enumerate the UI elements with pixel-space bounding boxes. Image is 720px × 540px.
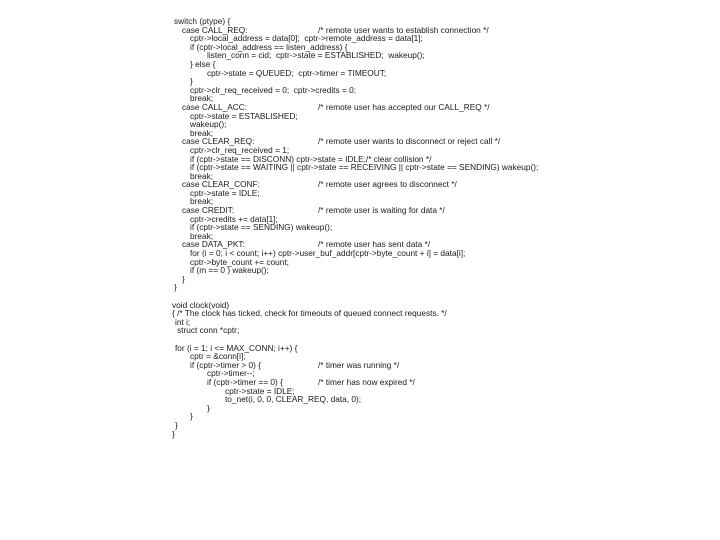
code-line xyxy=(0,395,720,404)
code-text: if (cptr->state == SENDING) wakeup(); xyxy=(190,222,333,233)
code-text: if (cptr->timer == 0) { xyxy=(207,376,283,387)
code-line xyxy=(0,206,720,215)
code-text: void clock(void) xyxy=(172,299,230,310)
code-text: break; xyxy=(190,170,214,181)
code-line xyxy=(0,103,720,112)
code-text: case CALL_ACC: xyxy=(182,101,248,112)
code-line xyxy=(0,120,720,129)
code-text: break; xyxy=(190,127,214,138)
code-text: cptr->credits += data[1]; xyxy=(190,213,278,224)
code-text: { /* The clock has ticked, check for timeouts of queued connect requests. */ xyxy=(172,308,447,319)
code-line xyxy=(0,34,720,43)
code-comment: /* remote user wants to establish connection */ xyxy=(318,24,489,35)
code-text: switch (ptype) { xyxy=(174,16,231,26)
code-line xyxy=(0,51,720,60)
code-line xyxy=(0,77,720,86)
code-line xyxy=(0,86,720,95)
code-text: cptr->local_address = data[0]; cptr->remote_address = data[1]; xyxy=(190,33,423,44)
code-text: case CLEAR_REQ: xyxy=(182,136,255,147)
code-text: cptr->state = ESTABLISHED; xyxy=(190,110,298,121)
code-text: case CLEAR_CONF: xyxy=(182,179,260,190)
code-text: case DATA_PKT: xyxy=(182,239,245,250)
code-text: } xyxy=(175,419,178,430)
code-text: if (cptr->timer > 0) { xyxy=(190,359,262,370)
code-line xyxy=(0,430,720,439)
code-line xyxy=(0,258,720,267)
code-text: if (cptr->local_address == listen_address) { xyxy=(190,41,348,52)
code-text: } else { xyxy=(190,58,216,69)
code-text: } xyxy=(207,402,210,413)
code-comment: /* remote user wants to disconnect or reject call */ xyxy=(318,136,501,147)
code-comment: /* remote user has sent data */ xyxy=(318,239,431,250)
code-line xyxy=(0,404,720,413)
code-comment: /* timer was running */ xyxy=(318,359,400,370)
code-text: if (cptr->state == WAITING || cptr->state == RECEIVING || cptr->state == SENDING) wakeup(); xyxy=(190,162,539,173)
code-line xyxy=(0,283,720,292)
code-line xyxy=(0,223,720,232)
code-text: } xyxy=(190,411,193,422)
code-comment: /* remote user has accepted our CALL_REQ */ xyxy=(318,101,490,112)
code-line xyxy=(0,163,720,172)
code-line xyxy=(0,292,720,301)
code-text: wakeup(); xyxy=(190,119,227,130)
code-line xyxy=(0,137,720,146)
code-line xyxy=(0,180,720,189)
code-text: cptr->byte_count += count; xyxy=(190,256,289,267)
code-text: for (i = 1; i <= MAX_CONN; i++) { xyxy=(175,342,298,353)
code-comment: /* timer has now expired */ xyxy=(318,376,415,387)
code-line xyxy=(0,318,720,327)
code-text: cptr->clr_req_received = 1; xyxy=(190,144,290,155)
code-text: listen_conn = cid; cptr->state = ESTABLISHED; wakeup(); xyxy=(207,50,425,61)
code-line xyxy=(0,249,720,258)
code-text: if (cptr->state == DISCONN) cptr->state = IDLE;/* clear collision */ xyxy=(190,153,432,164)
code-text: cptr->state = IDLE; xyxy=(225,385,295,396)
code-text: cptr->timer--; xyxy=(207,368,255,379)
code-text: to_net(i, 0, 0, CLEAR_REQ, data, 0); xyxy=(225,394,362,405)
code-text: for (i = 0; i < count; i++) cptr->user_buf_addr[cptr->byte_count + i] = data[i]; xyxy=(190,248,466,259)
code-text: cptr->clr_req_received = 0; cptr->credits = 0; xyxy=(190,84,357,95)
code-line xyxy=(0,69,720,78)
code-listing xyxy=(0,17,720,438)
code-text: case CREDIT: xyxy=(182,205,235,216)
code-text: break; xyxy=(190,196,214,207)
code-text: cptr->state = IDLE; xyxy=(190,187,260,198)
code-text: struct conn *cptr; xyxy=(177,325,240,336)
code-text: } xyxy=(182,273,185,284)
code-line xyxy=(0,309,720,318)
code-line xyxy=(0,412,720,421)
code-text: cptr->state = QUEUED; cptr->timer = TIMEOUT; xyxy=(207,67,387,78)
code-comment: /* remote user agrees to disconnect */ xyxy=(318,179,457,190)
code-text: break; xyxy=(190,230,214,241)
code-text: cptr = &conn[i]; xyxy=(190,351,246,362)
code-line xyxy=(0,215,720,224)
code-line xyxy=(0,344,720,353)
code-line xyxy=(0,112,720,121)
code-comment: /* remote user is waiting for data */ xyxy=(318,205,445,216)
code-text: if (m == 0 ) wakeup(); xyxy=(190,265,269,276)
code-line xyxy=(0,361,720,370)
code-text: case CALL_REQ: xyxy=(182,24,248,35)
code-line xyxy=(0,189,720,198)
code-line xyxy=(0,266,720,275)
code-line xyxy=(0,421,720,430)
code-text: } xyxy=(172,428,175,439)
code-text: break; xyxy=(190,93,214,104)
code-line xyxy=(0,378,720,387)
code-text: int i; xyxy=(175,316,191,327)
code-text: } xyxy=(190,76,193,87)
code-text: } xyxy=(174,282,177,293)
code-line xyxy=(0,275,720,284)
code-line xyxy=(0,335,720,344)
code-line xyxy=(0,326,720,335)
